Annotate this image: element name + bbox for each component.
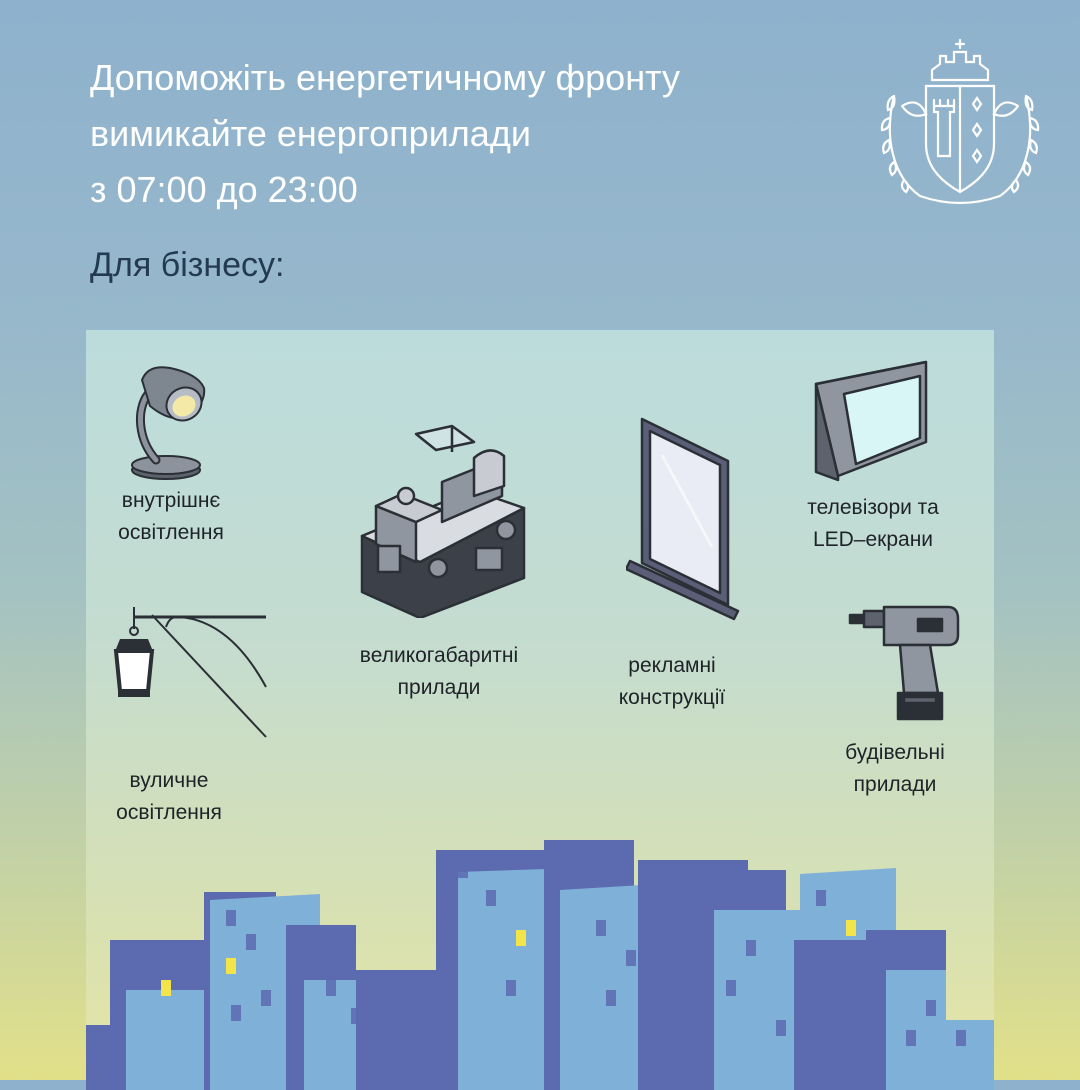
building bbox=[356, 970, 440, 1090]
label-line: освітлення bbox=[118, 521, 224, 544]
window bbox=[596, 920, 606, 936]
desk-lamp-icon bbox=[126, 360, 212, 482]
window bbox=[226, 958, 236, 974]
window bbox=[846, 920, 856, 936]
label-line: вуличне bbox=[129, 769, 209, 792]
headline-line-3: з 07:00 до 23:00 bbox=[90, 169, 358, 210]
window bbox=[826, 960, 836, 976]
drill-icon bbox=[848, 605, 962, 723]
item-label-large-devices bbox=[360, 640, 518, 704]
building bbox=[304, 980, 364, 1090]
label-line: прилади bbox=[397, 676, 481, 699]
window bbox=[876, 970, 886, 986]
window bbox=[141, 955, 151, 971]
label-line: рекламні bbox=[628, 654, 716, 677]
window bbox=[296, 930, 306, 946]
window bbox=[161, 980, 171, 996]
label-line: освітлення bbox=[116, 801, 222, 824]
building bbox=[714, 910, 802, 1090]
window bbox=[246, 934, 256, 950]
window bbox=[416, 1060, 426, 1076]
window bbox=[746, 940, 756, 956]
window bbox=[726, 980, 736, 996]
street-lamp-icon bbox=[106, 605, 272, 745]
item-label-street-lighting bbox=[116, 765, 222, 829]
window bbox=[906, 1030, 916, 1046]
item-label-advertising-structures bbox=[619, 650, 725, 714]
window bbox=[816, 890, 826, 906]
window bbox=[516, 930, 526, 946]
headline-line-2: вимикайте енергоприлади bbox=[90, 113, 531, 154]
window bbox=[486, 890, 496, 906]
window bbox=[326, 980, 336, 996]
tv-icon bbox=[814, 360, 936, 482]
window bbox=[606, 990, 616, 1006]
window bbox=[906, 950, 916, 966]
coat-of-arms-icon bbox=[880, 36, 1040, 212]
subtitle: Для бізнесу: bbox=[90, 246, 285, 284]
window bbox=[776, 1020, 786, 1036]
window bbox=[686, 910, 696, 926]
window bbox=[716, 890, 726, 906]
window bbox=[956, 1030, 966, 1046]
headline bbox=[90, 50, 680, 218]
headline-line-1: Допоможіть енергетичному фронту bbox=[90, 57, 680, 98]
label-line: телевізори та bbox=[807, 496, 939, 519]
city-skyline-illustration bbox=[86, 830, 994, 1090]
item-label-construction-tools bbox=[845, 737, 945, 801]
window bbox=[336, 940, 346, 956]
window bbox=[371, 1050, 381, 1066]
label-line: конструкції bbox=[618, 686, 726, 709]
label-line: LED–екрани bbox=[812, 528, 934, 551]
item-label-tv-led-screens bbox=[807, 492, 939, 556]
window bbox=[226, 910, 236, 926]
window bbox=[506, 980, 516, 996]
item-label-indoor-lighting bbox=[118, 485, 224, 549]
window bbox=[926, 1000, 936, 1016]
window bbox=[458, 862, 468, 878]
window bbox=[646, 1020, 656, 1036]
window bbox=[656, 880, 666, 896]
window bbox=[386, 990, 396, 1006]
business-devices-panel bbox=[86, 330, 994, 1090]
label-line: прилади bbox=[853, 773, 937, 796]
billboard-stand-icon bbox=[626, 415, 746, 621]
label-line: будівельні bbox=[845, 741, 945, 764]
label-line: великогабаритні bbox=[359, 644, 519, 667]
window bbox=[351, 1008, 361, 1024]
window bbox=[186, 955, 196, 971]
window bbox=[261, 990, 271, 1006]
window bbox=[676, 960, 686, 976]
window bbox=[556, 860, 566, 876]
building bbox=[126, 990, 206, 1090]
window bbox=[626, 950, 636, 966]
industrial-machine-icon bbox=[356, 422, 532, 618]
label-line: внутрішнє bbox=[121, 489, 221, 512]
window bbox=[406, 1020, 416, 1036]
window bbox=[231, 1005, 241, 1021]
